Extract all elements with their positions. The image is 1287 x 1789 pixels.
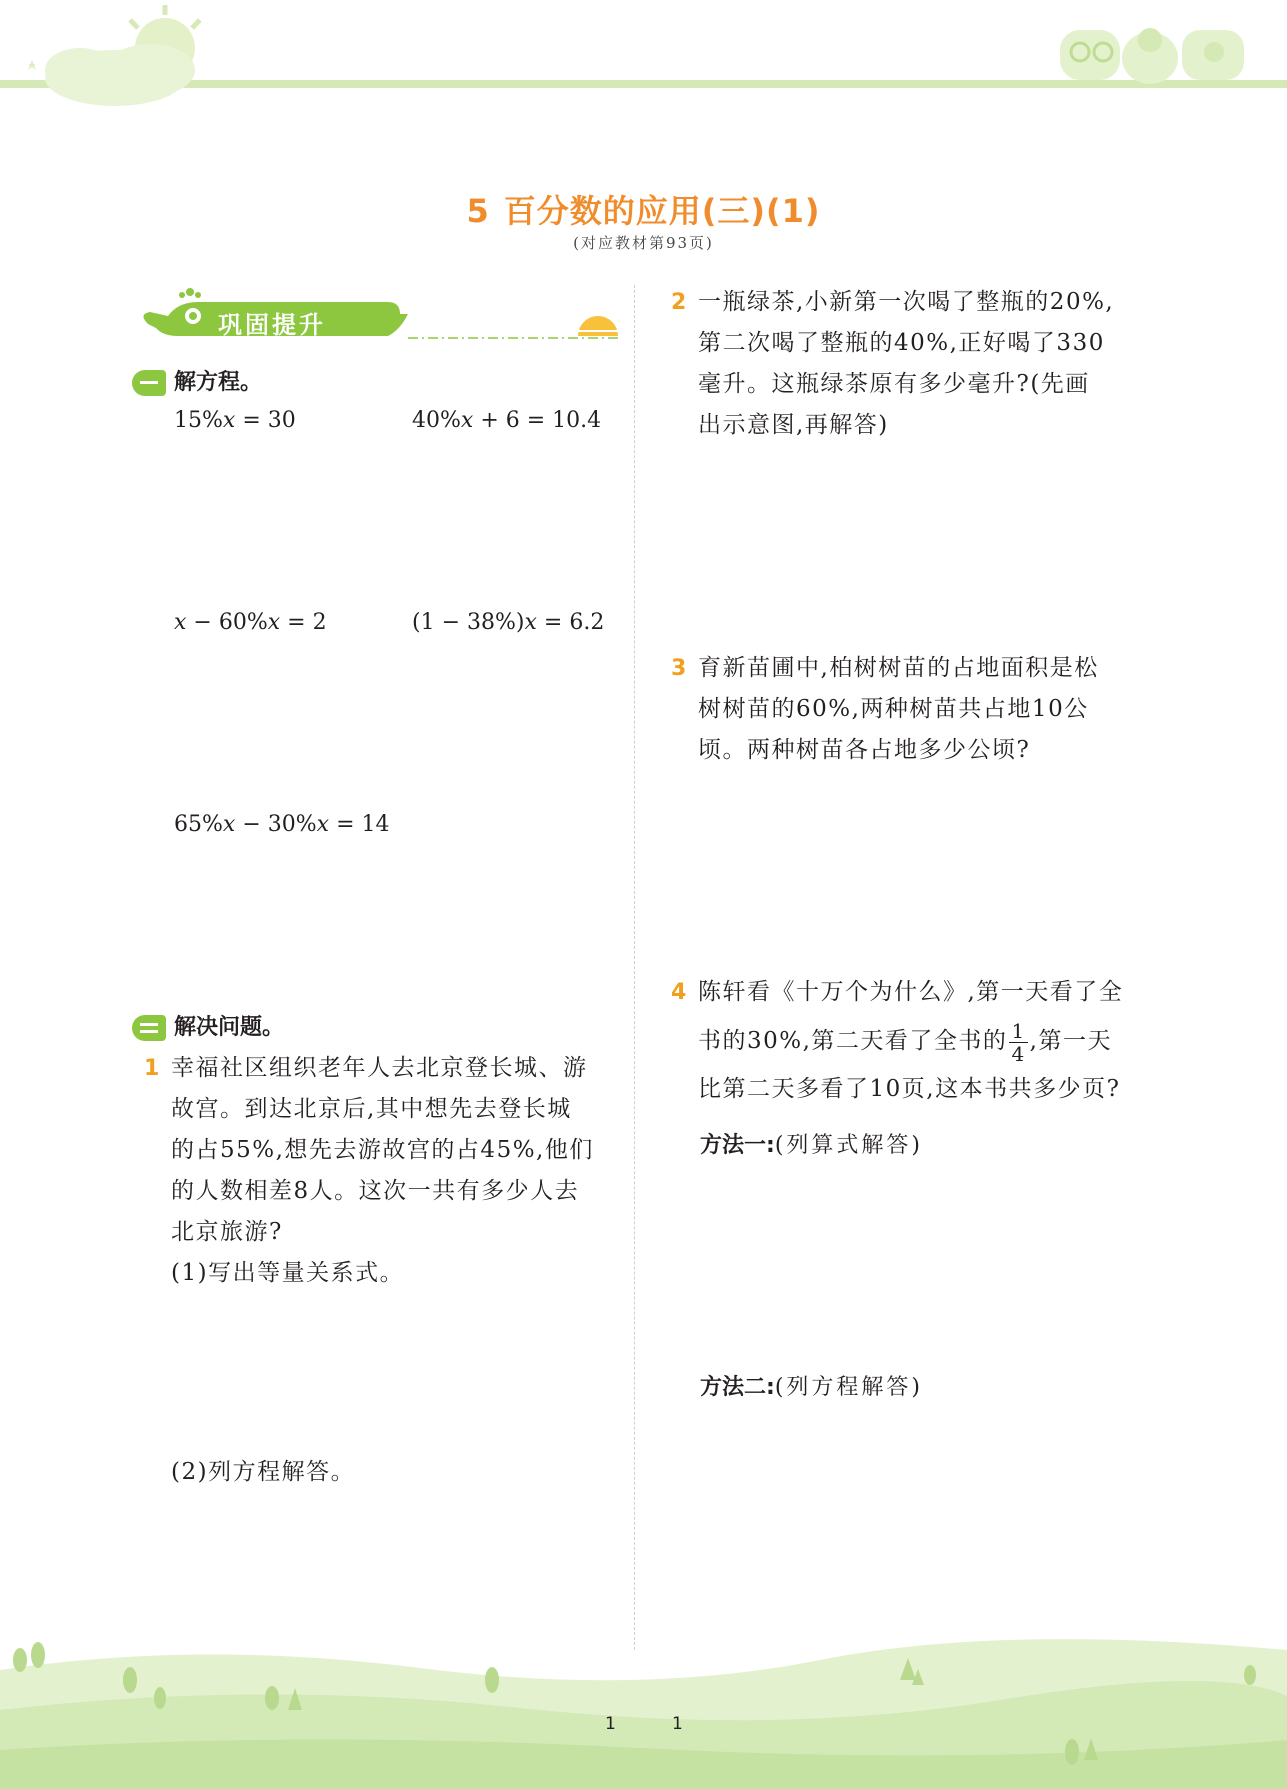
header-decoration	[0, 0, 1287, 110]
section1-heading-text: 解方程。	[174, 370, 263, 395]
question-3-number: 3	[671, 656, 687, 681]
question-1-part-1: (1)写出等量关系式。	[171, 1260, 405, 1286]
method-1-label: 方法一:(列算式解答)	[700, 1133, 923, 1158]
equation-1: 15%x = 30	[174, 408, 296, 433]
question-2-text: 一瓶绿茶,小新第一次喝了整瓶的20%, 第二次喝了整瓶的40%,正好喝了330 毫升。这瓶绿茶原有多少毫升?(先画 出示意图,再解答)	[698, 289, 1115, 438]
lesson-title: 百分数的应用(三)(1)	[503, 192, 821, 230]
equation-5: 65%x − 30%x = 14	[174, 812, 390, 837]
section-banner	[138, 284, 628, 344]
method-2-label: 方法二:(列方程解答)	[700, 1375, 923, 1400]
question-4-number: 4	[671, 980, 687, 1005]
question-1-number: 1	[144, 1056, 160, 1081]
section1-badge-icon	[132, 370, 166, 396]
page-number-left: 1	[605, 1714, 616, 1734]
question-3-text: 育新苗圃中,柏树树苗的占地面积是松 树树苗的60%,两种树苗共占地10公 顷。两种树苗各占地多少公顷?	[698, 655, 1099, 763]
question-1-part-2: (2)列方程解答。	[171, 1459, 356, 1485]
section2-heading	[132, 1010, 284, 1041]
banner-label: 巩固提升	[218, 311, 326, 339]
question-4-text: 陈轩看《十万个为什么》,第一天看了全 书的30%,第二天看了全书的 $\frac{1}{4}$ ,第一天 比第二天多看了10页,这本书共多少页?	[698, 979, 1124, 1102]
animal-friends-illustration	[1060, 28, 1244, 84]
cloud-sun-illustration	[28, 5, 200, 106]
page-number-right: 1	[672, 1714, 683, 1734]
fraction-one-quarter: $\frac{1}{4}$	[1011, 1018, 1026, 1066]
column-divider	[634, 285, 635, 1650]
equation-3: x − 60%x = 2	[174, 610, 327, 635]
equation-2: 40%x + 6 = 10.4	[412, 408, 602, 433]
section2-badge-icon	[132, 1015, 166, 1041]
footer-landscape	[0, 1630, 1287, 1789]
question-2-number: 2	[671, 290, 687, 315]
page-title	[0, 186, 1287, 232]
question-1-text: 幸福社区组织老年人去北京登长城、游 故宫。到达北京后,其中想先去登长城 的占55%,想先去游故宫的占45%,他们 的人数相差8人。这次一共有多少人去 北京旅游? (1)写出等量关系式。	[171, 1048, 594, 1294]
equation-4: (1 − 38%)x = 6.2	[412, 610, 605, 635]
lesson-number: 5	[466, 192, 490, 230]
textbook-reference: (对应教材第93页)	[573, 234, 714, 252]
section1-heading	[132, 365, 262, 396]
section2-heading-text: 解决问题。	[174, 1015, 285, 1040]
